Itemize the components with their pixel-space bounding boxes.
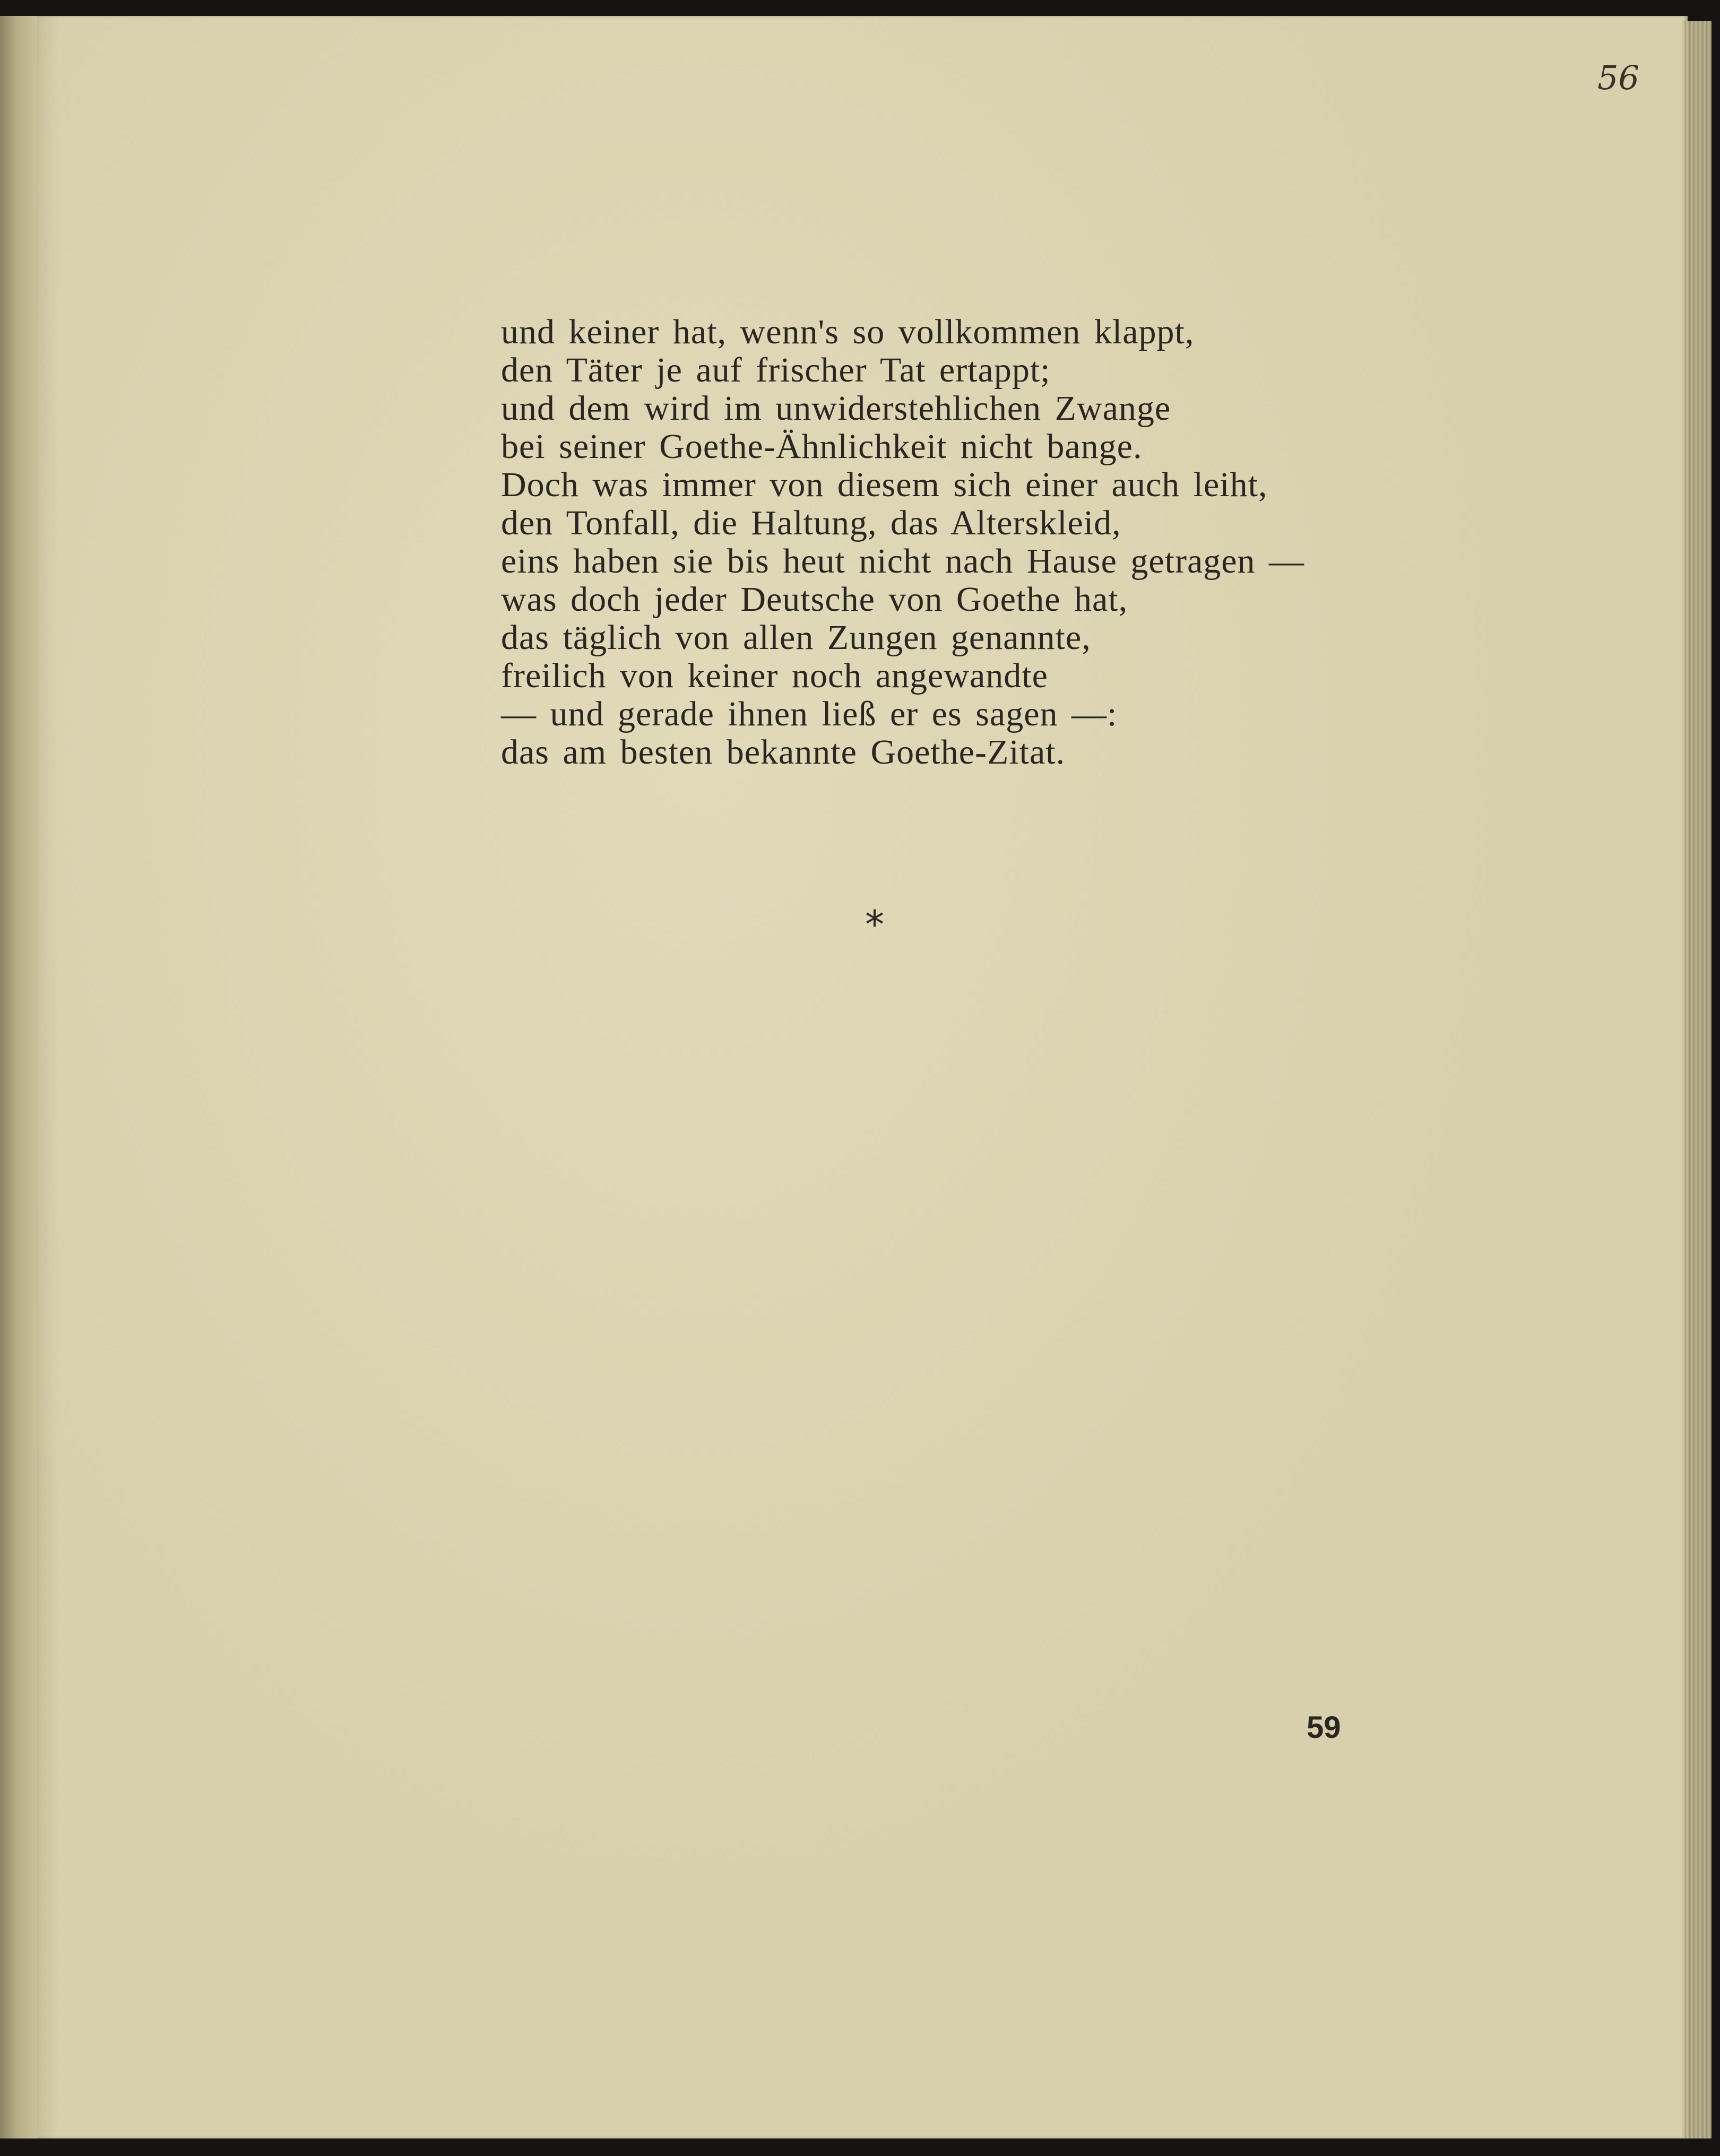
poem-line: und keiner hat, wenn's so vollkommen klappt, [501,313,1195,351]
poem-line: freilich von keiner noch angewandte [501,656,1048,695]
page-number: 59 [1307,1710,1341,1745]
poem-line: das täglich von allen Zungen genannte, [501,618,1091,657]
poem-line: und dem wird im unwiderstehlichen Zwange [501,389,1171,428]
poem-line: den Tonfall, die Haltung, das Alterskleid, [501,504,1121,542]
poem-line: Doch was immer von diesem sich einer auch leiht, [501,465,1268,504]
poem-line: — und gerade ihnen ließ er es sagen —: [501,695,1118,733]
facing-page-edge [0,16,42,2138]
poem-line: bei seiner Goethe-Ähnlichkeit nicht bange. [501,427,1143,466]
asterisk-ornament: * [865,902,884,947]
handwritten-archive-number: 56 [1597,58,1639,97]
page-stack-edge [1682,21,1712,2138]
poem-line: eins haben sie bis heut nicht nach Hause getragen — [501,542,1305,581]
poem-line: das am besten bekannte Goethe-Zitat. [501,733,1066,772]
poem-text [501,313,1304,772]
poem-line: den Täter je auf frischer Tat ertappt; [501,351,1051,389]
poem-line: was doch jeder Deutsche von Goethe hat, [501,580,1128,619]
